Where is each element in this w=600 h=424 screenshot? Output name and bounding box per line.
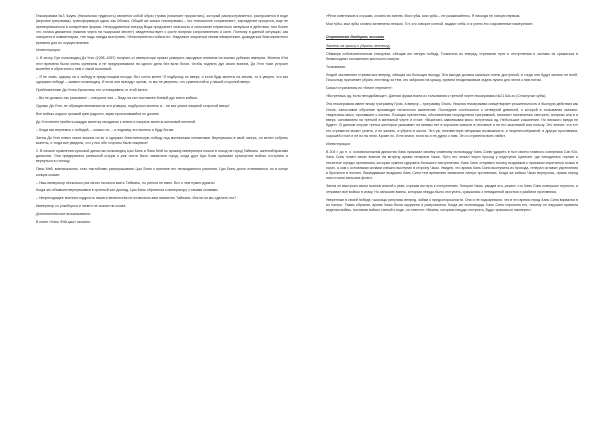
paragraph: – Я не знаю, одержу ли я победу в предстоящем походе. Вот сотня монет. Я подброшу их вверх, и если будь монеты на землю, то я уверен, что мы одержим победу! – заявил полководец. И если они выпадут орлом, то мы не уверены, что сумеем пойти у нашей стороной вверх. — [36, 74, 288, 85]
paragraph: – Вы не должны так рисковать! – говорили они. – Ведь на кон поставлен боевой дух всего войска. — [36, 96, 198, 101]
paragraph: Когда же объявили вернувшимся в тронный зал доклад, Цао Бинь обратился к императору с такими словами: — [36, 188, 219, 193]
paragraph: Толкование: — [326, 65, 347, 70]
paragraph: «Встретишь яд, если неподобающе». Данная фраза взята из толкования к третьей черте гексаграммы №21 Ши-хо (Стиснутые зубы). — [326, 94, 547, 99]
paragraph: Пань Мэй, военачальник, стал настойчиво расспрашивать Цао Биня о причине его неожиданного решения. Цао Бинь долго отнекивался, но в конце концов сказал: — [36, 167, 288, 177]
paragraph: Смысл стратагемы по «Книге перемен»: — [326, 86, 393, 91]
paragraph: Затем Ди Угэн повел своих воинов на юг и одержал блистательную победу над мятежными племенами. Вернувшись в свой лагерь, он велел собрать монеты, и тогда все увидели, что у них обе стороны были лицевые! — [36, 135, 288, 145]
paragraph: 1. В эпоху Сун полководец Дэ Угэн (1008–1057) получил от императора приказ усмирить народные племена на южных рубежах империи. Жители Юга этот времени были очень суеверны и не предпринимали ни одного дела без воли богов. Чтобы поднять дух своих воинов, Дэ Угэн тоже устроил молебен и обратился к ним с такой молитвой: — [36, 56, 288, 71]
paragraph: – Когда мы вернемся с победой, – сказал он, – я подниму эти монеты и буду богам. — [36, 127, 175, 132]
paragraph: 2. В начале правления суньской династии полководец Цао Бинь и Пань Мэй по приказу императора пошли в поход на город Тайюань, занятый врагами династии. Они предприняли успешный штурм и уже почти было захватили город, когда друг Цао Бинь приказал сухопутное войско отступить и вернуться в столицу. — [36, 148, 288, 164]
paragraph: Приближенные Ди Угэна бросились его отговаривать от этой затеи: — [36, 88, 148, 93]
section-heading: Стратагема двадцать восьмая — [326, 35, 385, 40]
paragraph: Мои губы, мои зубы словно затвенены песком. Тот, кто говорит сонной, выдаст себя, и я учено его сокровенные намерения». — [326, 21, 534, 26]
paragraph: – Непреходящее военное мудрость нашего величества не позволило вам захватить Тайюань. Могли ли мы сделать это? — [36, 196, 237, 201]
paragraph: Уверенные в своей победе, чжаосцы ринулись вперед, забыв о предосторожности. Они и не подозревали, что в это время отряд Хань Синя ворвался в их лагерь. Таким образом, армия Чжао была окружена и разгромлена. Когда же полководцы Хань Синя спросили его, почему он нарушил правила ведения войны, поставив войско спиной к воде, он ответил: «Воины, которым некуда отступать, будут сражаться насмерть». — [326, 197, 578, 213]
paragraph: – Наш император несколько раз лично пытался взять Тайюань, но успеха не имел. Вот о чем нужно думать! — [36, 180, 215, 185]
paragraph: Затем он выстроил своих воинов спиной к реке, отрезав им путь к отступлению. Генерал Чжао, увидев это, решил, что Хань Синь совершил глупость, и отправил всё войско в атаку. Но ханьские воины, которым некуда было отступать, сражались с невиданной яростью и разбили противника. — [326, 184, 578, 194]
left-page — [36, 14, 288, 228]
paragraph: Людей заставляют стремиться вперед, обещая им большую выгоду. Эта выгода должна казаться очень доступной, и тогда они будут желать ее всей. Поскольку причиняет убрать лестницу за тем, кто забрался на крышу, причем неодинаковым отдать нужно для чести к ним потом. — [326, 73, 578, 83]
section-subheading: Завлечь на крышу и убрать лестницу — [326, 43, 391, 48]
paragraph: Однако Ди Угэн, не обращая внимания на эти уговоры, подбросил монеты и... ни все упали лицевой стороной вверх! — [36, 103, 230, 108]
paragraph: Император со улыбнулся и ничего не сказал ни слова. — [36, 204, 127, 209]
paragraph: Иллюстрация: — [36, 48, 61, 53]
right-page — [326, 14, 578, 216]
paragraph: Дополнительные высказывания: — [36, 212, 92, 217]
paragraph: Ди Угэн велел прибить каждую монетку гвоздиком к земле и накрыть монеты шелковой пеленой. — [36, 119, 197, 124]
paragraph: В книге «Хань Фэй-цзы» сказано: — [36, 220, 91, 225]
paragraph: Гексаграмма №3 Чжунь (Начальная трудность) является собой образ (трава (начинает прорастать), который распространяется, распускается в воде (верхняя триграмма), трансформируя здесь как Облака. Общий же смысл гексаграммы – это «начальное сохранение», зарождение процесса, еще не претворившегося в конкретные формы. Непродуманное вперед Вода предлагает опасность и испытание первичного импульса в действии; тем более что логика движения (нижняя черта на «широком месте») свидетельствует о росте вопреки сопротивлению и силе. Поэтому в данной ситуации, как говорится в комментарии, «не надо никуда выступать, «благоприятна стойкость». Надлежит опираться своим намерением, дожидаться благоприятного времени для их осуществления. — [36, 14, 288, 45]
paragraph: Иллюстрация: — [326, 141, 351, 146]
paragraph: Эта гексаграмма имеет внизу триграмму Гром, а вверху – триграмму Огонь. Нижняя гексаграмма олицетворяет решительность и быструю действия как Огонь: заносчивое обучение производит ихтисточно изменение. Последнее соотносится с четвертой девяткой, о которой в толковании сказано: «вырезаны мясо, пропавшее к костям. Позиция прелестная, обозначенная посредством триграммой, начинает назначению смотреть, вопреки или в и вверх, основанием на третьей в мятежной черте и стоит: «Вырезать завоевывая мясо, встретишь яд. Небольшое сожаление. Но никакого вреда не будет». В данном случае третья шестерка указывает на мнимы нет в хорошем смысле в человеке и не его мыслимой или пользу. Это значит, что тот кто стремится может успеть, и не жалеть, а убрать в шести. Это уж, неизвестную ненужные возможность, и нецелесообразной, в другую противника, хорошей стоят и не по на этом. Кроме но. И не иначе, если во и не дурно с ним. Это и стратегия всех любит. — [326, 102, 578, 139]
paragraph: В 204 г. до н. э. основоположник династии Хань приказал своему славному полководцу Хань Синю ударить в тыл своего главного соперника Сян Юя. Хань Синь повел своих воинов на встречу армии генерала Чжао. Путь его лежал через проход у подступов Цзинсин, где находились горные и лесистые отряды противника, которые сумели сдержать большого наступления. Хань Синь отправил тысячу всадников с приказом спрятаться ночью в горах, а сам с основными силами спешно выступил в сторону Чжао. Увидев, что армия Хань Синя выступила из прохода, генерал оставил укрепления и бросился в погоню. Выжидавшие всадники Хань Синя тем временем захватили лагерь противника. Когда же войско Чжао вернулось, прямо перед ним стояли ханьские флаги. — [326, 149, 578, 181]
paragraph: «Речи советников я слушаю, словно во хмелю. Мои губы, мои зубы – не разжимайтесь. Я никогда не говорю первым. — [326, 14, 521, 18]
paragraph: Все войско издало громкий крик радости, звуки проносившийся по долине. — [36, 111, 160, 116]
paragraph: Обманув соблазнительным стимулом, обещав им легкую победу. Толкатель их вперед, отрезание пути и отступления и заставь их сражаться в безвыходных положениях жесткости смерти. — [326, 52, 578, 62]
paragraph-spacer — [326, 30, 578, 33]
